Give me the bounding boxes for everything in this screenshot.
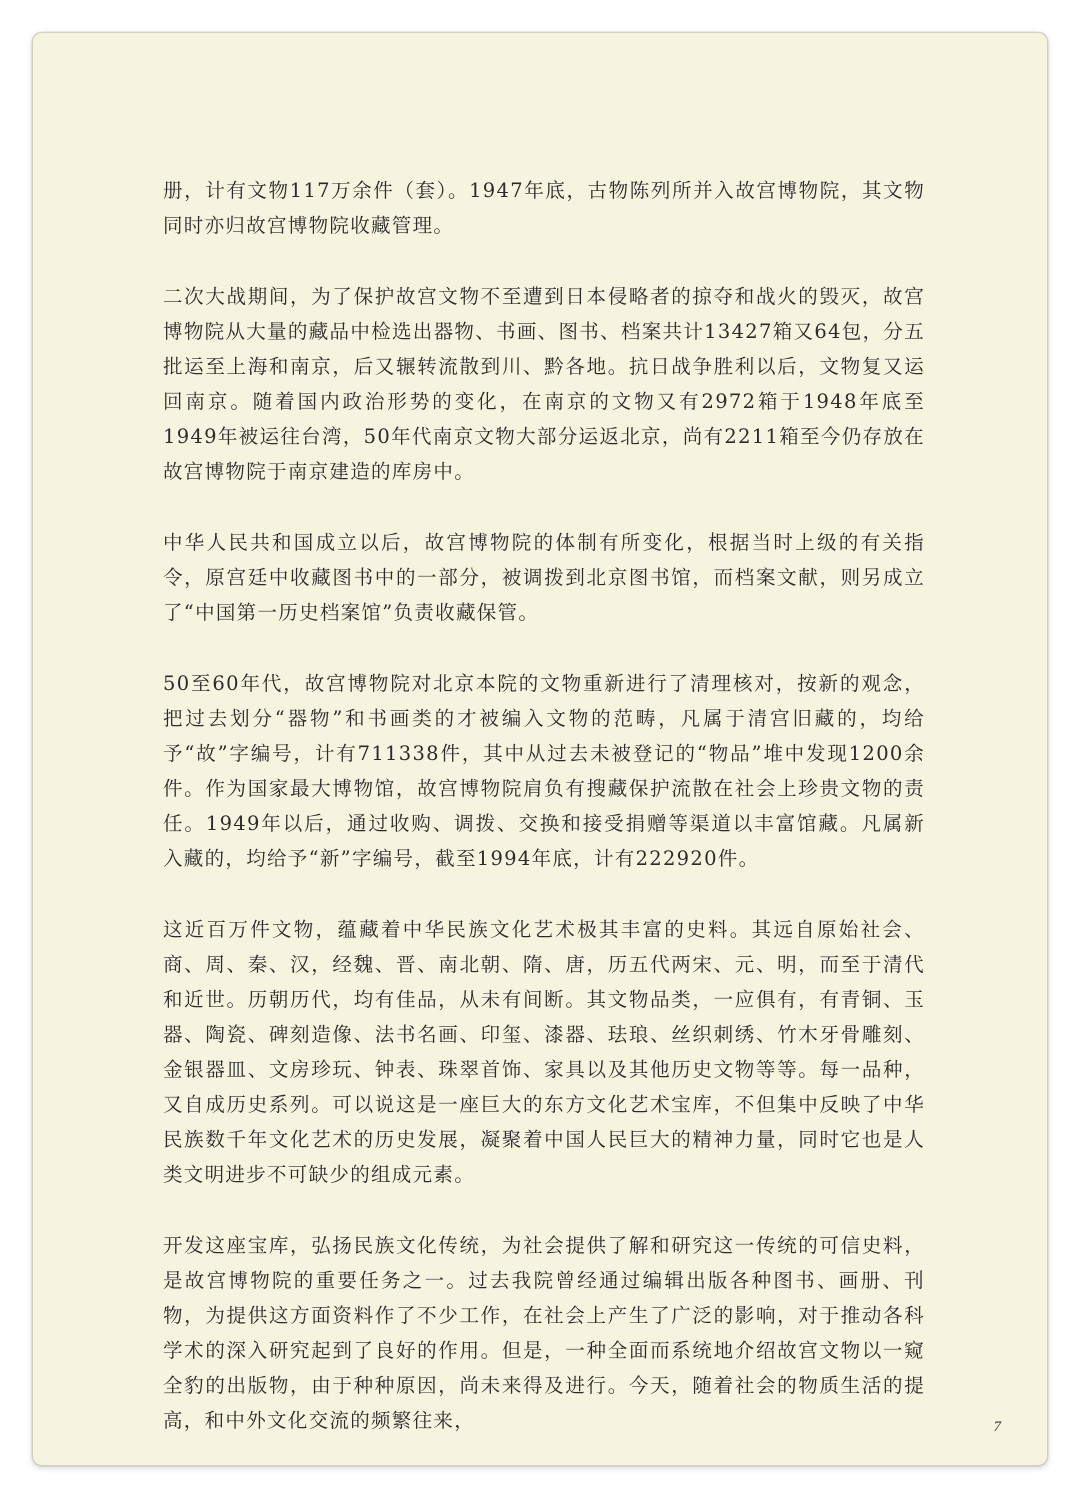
paragraph-5: 这近百万件文物，蕴藏着中华民族文化艺术极其丰富的史料。其远自原始社会、商、周、秦、汉，经魏、晋、南北朝、隋、唐，历五代两宋、元、明，而至于清代和近世。历朝历代，均有佳品，从未有间断。其文物品类，一应俱有，有青铜、玉器、陶瓷、碑刻造像、法书名画、印玺、漆器、珐琅、丝织刺绣、竹木牙骨雕刻、金银器皿、文房珍玩、钟表、珠翠首饰、家具以及其他历史文物等等。每一品种，又自成历史系列。可以说这是一座巨大的东方文化艺术宝库，不但集中反映了中华民族数千年文化艺术的历史发展，凝聚着中国人民巨大的精神力量，同时它也是人类文明进步不可缺少的组成元素。 bbox=[163, 918, 925, 1186]
paragraph-2: 二次大战期间，为了保护故宫文物不至遭到日本侵略者的掠夺和战火的毁灭，故宫博物院从大量的藏品中检选出器物、书画、图书、档案共计13427箱又64包，分五批运至上海和南京，后又辗转流散到川、黔各地。抗日战争胜利以后，文物复又运回南京。随着国内政治形势的变化，在南京的文物又有2972箱于1948年底至1949年被运往台湾，50年代南京文物大部分运返北京，尚有2211箱至今仍存放在故宫博物院于南京建造的库房中。 bbox=[163, 285, 925, 483]
page-frame bbox=[32, 32, 1048, 1466]
paragraph-6: 开发这座宝库，弘扬民族文化传统，为社会提供了解和研究这一传统的可信史料，是故宫博物院的重要任务之一。过去我院曾经通过编辑出版各种图书、画册、刊物，为提供这方面资料作了不少工作，在社会上产生了广泛的影响，对于推动各科学术的深入研究起到了良好的作用。但是，一种全面而系统地介绍故宫文物以一窥全豹的出版物，由于种种原因，尚未来得及进行。今天，随着社会的物质生活的提高，和中外文化交流的频繁往来， bbox=[163, 1234, 925, 1432]
paragraph-3: 中华人民共和国成立以后，故宫博物院的体制有所变化，根据当时上级的有关指令，原宫廷中收藏图书中的一部分，被调拨到北京图书馆，而档案文献，则另成立了“中国第一历史档案馆”负责收藏保管。 bbox=[163, 531, 925, 624]
paragraph-4: 50至60年代，故宫博物院对北京本院的文物重新进行了清理核对，按新的观念，把过去划分“器物”和书画类的才被编入文物的范畴，凡属于清宫旧藏的，均给予“故”字编号，计有711338件，其中从过去未被登记的“物品”堆中发现1200余件。作为国家最大博物馆，故宫博物院肩负有搜藏保护流散在社会上珍贵文物的责任。1949年以后，通过收购、调拨、交换和接受捐赠等渠道以丰富馆藏。凡属新入藏的，均给予“新”字编号，截至1994年底，计有222920件。 bbox=[163, 672, 925, 870]
page-body bbox=[163, 173, 925, 1466]
page-number: 7 bbox=[993, 1419, 1001, 1435]
paragraph-1: 册，计有文物117万余件（套）。1947年底，古物陈列所并入故宫博物院，其文物同时亦归故宫博物院收藏管理。 bbox=[163, 179, 925, 237]
